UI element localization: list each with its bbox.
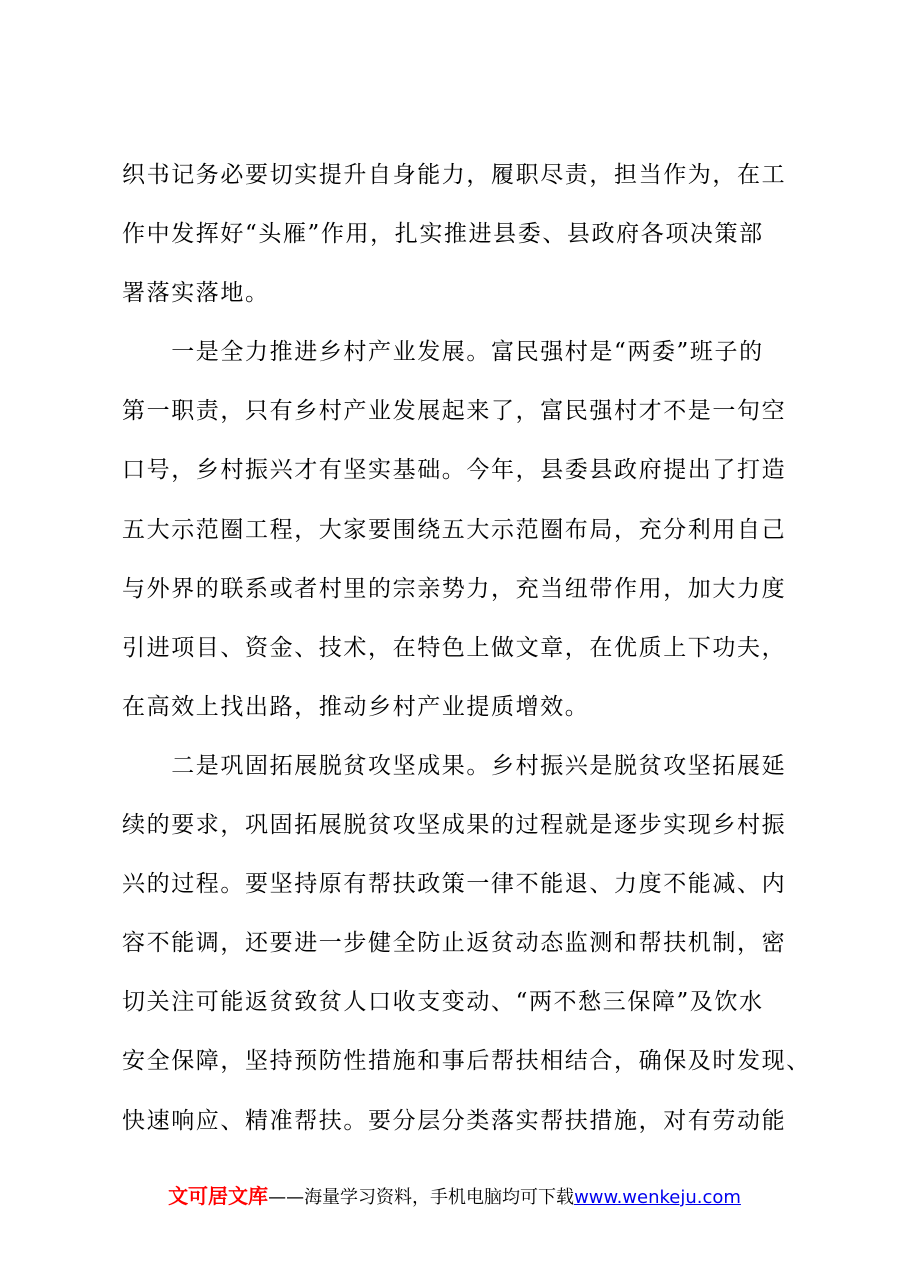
text-line: 引进项目、资金、技术，在特色上做文章，在优质上下功夫， bbox=[122, 634, 787, 661]
text-line: 续的要求，巩固拓展脱贫攻坚成果的过程就是逐步实现乡村振 bbox=[122, 812, 787, 839]
footer-tagline: ——海量学习资料，手机电脑均可下载 bbox=[268, 1187, 575, 1208]
footer-brand: 文可居文库 bbox=[168, 1184, 269, 1208]
text-line: 口号，乡村振兴才有坚实基础。今年，县委县政府提出了打造 bbox=[122, 457, 787, 484]
body-text bbox=[122, 146, 811, 1151]
text-line: 一是全力推进乡村产业发展。富民强村是“两委”班子的 bbox=[122, 339, 764, 366]
footer-website-link[interactable]: www.wenkeju.com bbox=[574, 1187, 741, 1208]
text-line: 署落实落地。 bbox=[122, 280, 270, 307]
text-line: 作中发挥好“头雁”作用，扎实推进县委、县政府各项决策部 bbox=[122, 221, 764, 248]
text-line: 切关注可能返贫致贫人口收支变动、“两不愁三保障”及饮水 bbox=[122, 989, 764, 1016]
text-line: 第一职责，只有乡村产业发展起来了，富民强村才不是一句空 bbox=[122, 398, 787, 425]
text-line: 容不能调，还要进一步健全防止返贫动态监测和帮扶机制，密 bbox=[122, 930, 787, 957]
text-line: 织书记务必要切实提升自身能力，履职尽责，担当作为，在工 bbox=[122, 162, 787, 188]
text-line: 兴的过程。要坚持原有帮扶政策一律不能退、力度不能减、内 bbox=[122, 871, 787, 898]
page-footer bbox=[0, 1180, 909, 1209]
text-line: 五大示范圈工程，大家要围绕五大示范圈布局，充分利用自己 bbox=[122, 516, 787, 543]
text-line: 安全保障，坚持预防性措施和事后帮扶相结合，确保及时发现、 bbox=[122, 1048, 811, 1075]
text-line: 与外界的联系或者村里的宗亲势力，充当纽带作用，加大力度 bbox=[122, 575, 787, 602]
text-line: 快速响应、精准帮扶。要分层分类落实帮扶措施，对有劳动能 bbox=[122, 1107, 787, 1134]
text-line: 二是巩固拓展脱贫攻坚成果。乡村振兴是脱贫攻坚拓展延 bbox=[122, 752, 787, 779]
text-line: 在高效上找出路，推动乡村产业提质增效。 bbox=[122, 693, 590, 720]
